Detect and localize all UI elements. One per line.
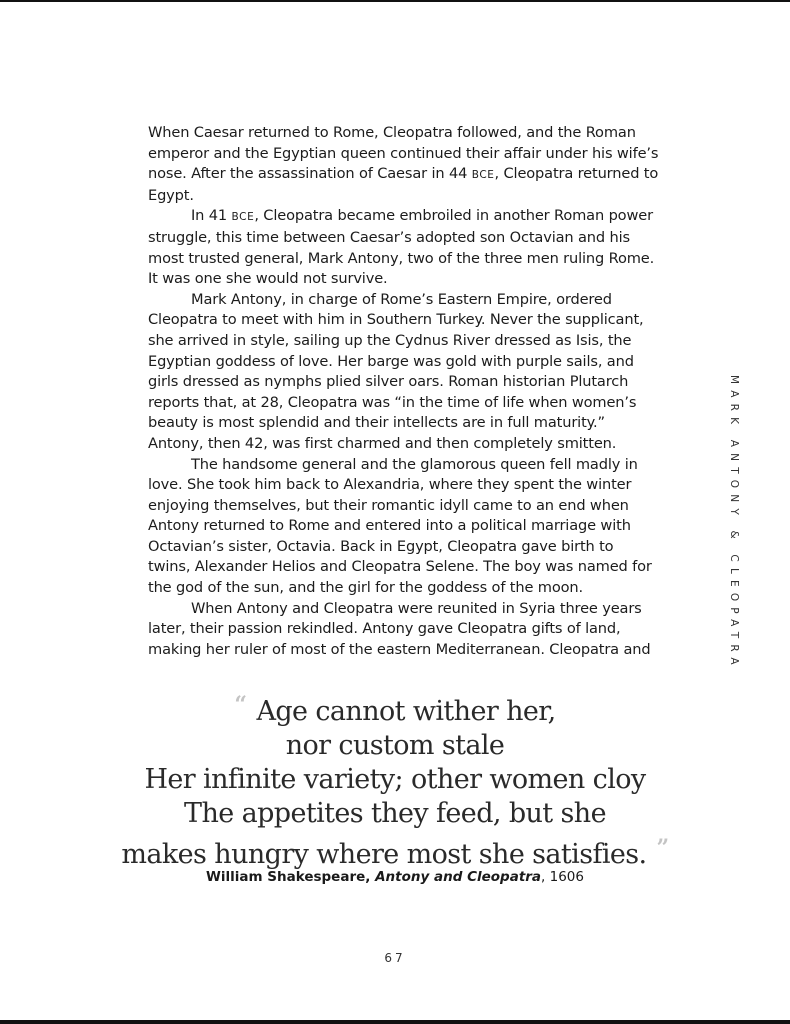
quote-line-2: nor custom stale [285,730,505,761]
era-abbreviation: BCE [231,211,255,224]
top-border [0,0,790,2]
era-abbreviation: BCE [471,169,495,182]
bottom-border [0,1020,790,1024]
paragraph-2: In 41 BCE, Cleopatra became embroiled in another Roman power struggle, this time between Caesar’s adopted son Octavian and his most trusted general, Mark Antony, two of the three men ruling Rome. It was one she would not survive. [148,207,655,288]
close-quote-icon: ” [656,835,669,861]
attribution-year: , 1606 [541,869,584,885]
article-body [148,123,660,660]
quote-line-1: “ Age cannot wither her, [234,692,556,727]
quote-line-3: Her infinite variety; other women cloy [144,764,646,795]
paragraph-1: When Caesar returned to Rome, Cleopatra followed, and the Roman emperor and the Egyptian queen continued their affair under his wife’s nose. After the assassination of Caesar in 44 BCE, Cleopatra returned to Egypt. [148,124,659,204]
open-quote-icon: “ [234,692,247,718]
pull-quote [110,688,680,872]
paragraph-4: The handsome general and the glamorous queen fell madly in love. She took him back to Alexandria, where they spent the winter enjoying themselves, but their romantic idyll came to an end when Antony returned to Rome and entered into a political marriage with Octavian’s sister, Octavia. Back in Egypt, Cleopatra gave birth to twins, Alexander Helios and Cleopatra Selene. The boy was named for the god of the sun, and the girl for the goddess of the moon. [148,455,652,597]
paragraph-3: Mark Antony, in charge of Rome’s Eastern Empire, ordered Cleopatra to meet with him in Southern Turkey. Never the supplicant, she arrived in style, sailing up the Cydnus River dressed as Isis, the Egyptian goddess of love. Her barge was gold with purple sails, and girls dressed as nymphs plied silver oars. Roman historian Plutarch reports that, at 28, Cleopatra was “in the time of life when women’s beauty is most splendid and their intellects are in full maturity.” Antony, then 42, was first charmed and then completely smitten. [148,290,644,452]
page-number: 67 [384,951,406,965]
quote-line-5: makes hungry where most she satisfies. ” [121,835,669,870]
paragraph-5: When Antony and Cleopatra were reunited in Syria three years later, their passion rekindled. Antony gave Cleopatra gifts of land, making her ruler of most of the eastern Mediterranean. Cleopatra and [148,599,651,658]
attribution-work: Antony and Cleopatra [375,869,542,885]
quote-attribution [110,869,680,885]
attribution-author: William Shakespeare, [205,869,376,885]
quote-line-4: The appetites they feed, but she [184,798,606,829]
running-head: MARK ANTONY & CLEOPATRA [728,375,740,671]
